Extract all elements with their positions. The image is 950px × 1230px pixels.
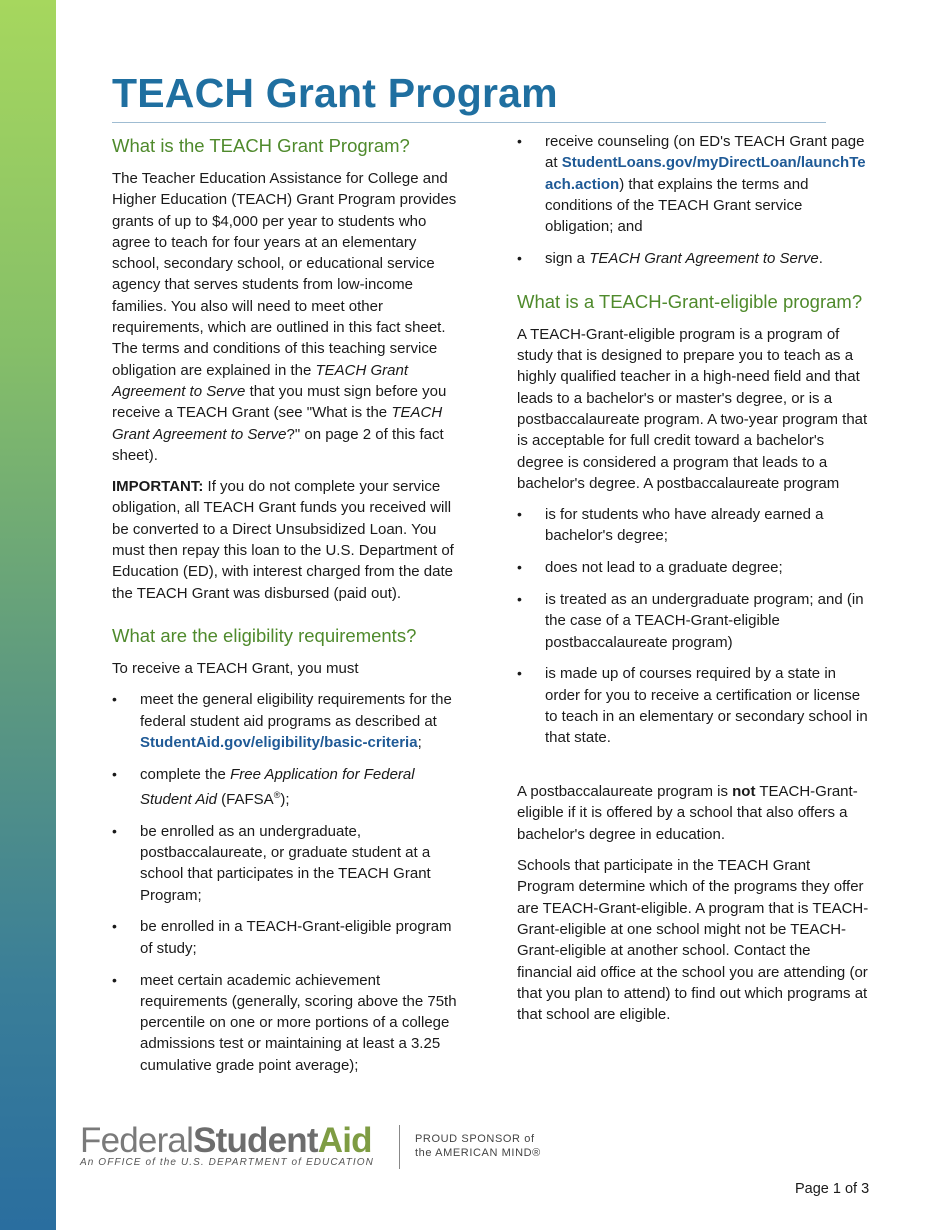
fsa-wordmark bbox=[80, 1121, 372, 1161]
intro-paragraph bbox=[112, 168, 458, 466]
logo-federal: Federal bbox=[80, 1121, 194, 1160]
list-item-text: ; bbox=[417, 733, 422, 751]
agreement-title: TEACH Grant Agreement to Serve bbox=[112, 361, 409, 400]
list-item: • does not lead to a graduate degree; bbox=[517, 557, 869, 578]
federal-student-aid-logo bbox=[80, 1121, 560, 1177]
left-column bbox=[112, 130, 458, 1086]
list-item-text: . bbox=[818, 249, 823, 267]
agreement-title: TEACH Grant Agreement to Serve bbox=[589, 249, 819, 267]
list-item-text: ) that explains the terms and conditions of the TEACH Grant service obligation; and bbox=[545, 175, 809, 236]
important-paragraph bbox=[112, 476, 458, 604]
sponsor-line-1: PROUD SPONSOR of bbox=[415, 1133, 535, 1145]
eligibility-list-continued bbox=[517, 131, 869, 269]
page-title: TEACH Grant Program bbox=[112, 70, 558, 116]
list-item-text: sign a bbox=[545, 249, 590, 267]
logo-tagline: An OFFICE of the U.S. DEPARTMENT of EDUCATION bbox=[80, 1157, 374, 1168]
list-item-text: receive counseling (on ED's TEACH Grant page at bbox=[545, 133, 865, 172]
studentaid-eligibility-link[interactable]: StudentAid.gov/eligibility/basic-criteria bbox=[140, 733, 418, 751]
logo-divider bbox=[399, 1125, 400, 1169]
list-item bbox=[517, 248, 869, 269]
list-item: • is made up of courses required by a state in order for you to receive a certification or license to teach in an elementary or secondary school in that state. bbox=[517, 663, 869, 748]
intro-text-3: ?" on page 2 of this fact sheet). bbox=[112, 425, 444, 464]
sponsor-text bbox=[415, 1132, 541, 1160]
program-paragraph: A TEACH-Grant-eligible program is a program of study that is designed to prepare you to teach as a highly qualified teacher in a high-need field and that leads to a bachelor's or master's degree, or is a postbaccalaureate program. A two-year program that is acceptable for full credit toward a bachelor's degree is considered a program that leads to a bachelor's degree. A postbaccalaureate program bbox=[517, 325, 868, 492]
list-item-text: (FAFSA bbox=[217, 790, 274, 808]
eligibility-list bbox=[112, 689, 458, 1076]
fafsa-title: Free Application for Federal Student Aid bbox=[140, 765, 415, 808]
paragraph-text: A postbaccalaureate program is bbox=[517, 783, 733, 801]
list-item: • meet certain academic achievement requirements (generally, scoring above the 75th percentile on one or more portions of a college admissions test or maintaining at least a 3.25 cumulative grade point average); bbox=[112, 970, 458, 1076]
not-emphasis: not bbox=[732, 783, 756, 801]
heading-eligible-program: What is a TEACH-Grant-eligible program? bbox=[517, 290, 863, 312]
heading-eligibility: What are the eligibility requirements? bbox=[112, 624, 417, 646]
list-item: • is treated as an undergraduate program; and (in the case of a TEACH-Grant-eligible postbaccalaureate program) bbox=[517, 589, 869, 653]
heading-what-is-program: What is the TEACH Grant Program? bbox=[112, 135, 410, 156]
sponsor-line-2: the AMERICAN MIND® bbox=[415, 1147, 541, 1159]
list-item-text: ); bbox=[280, 790, 290, 808]
title-divider bbox=[112, 122, 826, 123]
list-item bbox=[112, 689, 458, 753]
important-text: If you do not complete your service obligation, all TEACH Grant funds you received will be converted to a Direct Unsubsidized Loan. You must then repay this loan to the U.S. Department of Education (ED), with interest charged from the date the TEACH Grant was disbursed (paid out). bbox=[112, 478, 454, 602]
sidebar-color-bar bbox=[0, 0, 56, 1230]
important-label: IMPORTANT: bbox=[112, 478, 204, 496]
eligibility-intro: To receive a TEACH Grant, you must bbox=[112, 659, 359, 677]
list-item: • be enrolled in a TEACH-Grant-eligible program of study; bbox=[112, 916, 458, 959]
postbacc-list bbox=[517, 504, 869, 748]
studentloans-teach-link[interactable]: StudentLoans.gov/myDirectLoan/launchTeach.action bbox=[545, 154, 866, 193]
list-item bbox=[517, 131, 869, 237]
registered-mark: ® bbox=[273, 789, 281, 800]
page-number: Page 1 of 3 bbox=[795, 1181, 870, 1197]
list-item: • is for students who have already earned a bachelor's degree; bbox=[517, 504, 869, 547]
right-column bbox=[517, 131, 869, 1035]
intro-text: The Teacher Education Assistance for College and Higher Education (TEACH) Grant Program provides grants of up to $4,000 per year to students who agree to teach for four years at an elementary school, secondary school, or educational service agency that serves students from low-income families. You also will need to meet other requirements, which are outlined in this fact sheet. The terms and conditions of this teaching service obligation are explained in the bbox=[112, 170, 457, 379]
list-item: • be enrolled as an undergraduate, postbaccalaureate, or graduate student at a school that participates in the TEACH Grant Program; bbox=[112, 821, 458, 906]
logo-aid: Aid bbox=[317, 1121, 372, 1160]
paragraph-text: TEACH-Grant-eligible if it is offered by a school that also offers a bachelor's degree in education. bbox=[517, 783, 858, 843]
intro-text-2: that you must sign before you receive a TEACH Grant (see "What is the bbox=[112, 382, 447, 422]
not-eligible-paragraph bbox=[517, 781, 869, 845]
list-item-text: complete the bbox=[140, 765, 231, 783]
list-item-text: meet the general eligibility requirements for the federal student aid programs as described at bbox=[140, 691, 452, 730]
agreement-title-2: TEACH Grant Agreement to Serve bbox=[112, 404, 443, 443]
schools-paragraph: Schools that participate in the TEACH Grant Program determine which of the programs they offer are TEACH-Grant-eligible. A program that is TEACH-Grant-eligible at one school might not be TEACH-Grant-eligible at another school. Contact the financial aid office at the school you are attending (or that you plan to attend) to find out which programs at that school are eligible. bbox=[517, 857, 869, 1024]
list-item bbox=[112, 764, 458, 811]
logo-student: Student bbox=[193, 1121, 318, 1160]
